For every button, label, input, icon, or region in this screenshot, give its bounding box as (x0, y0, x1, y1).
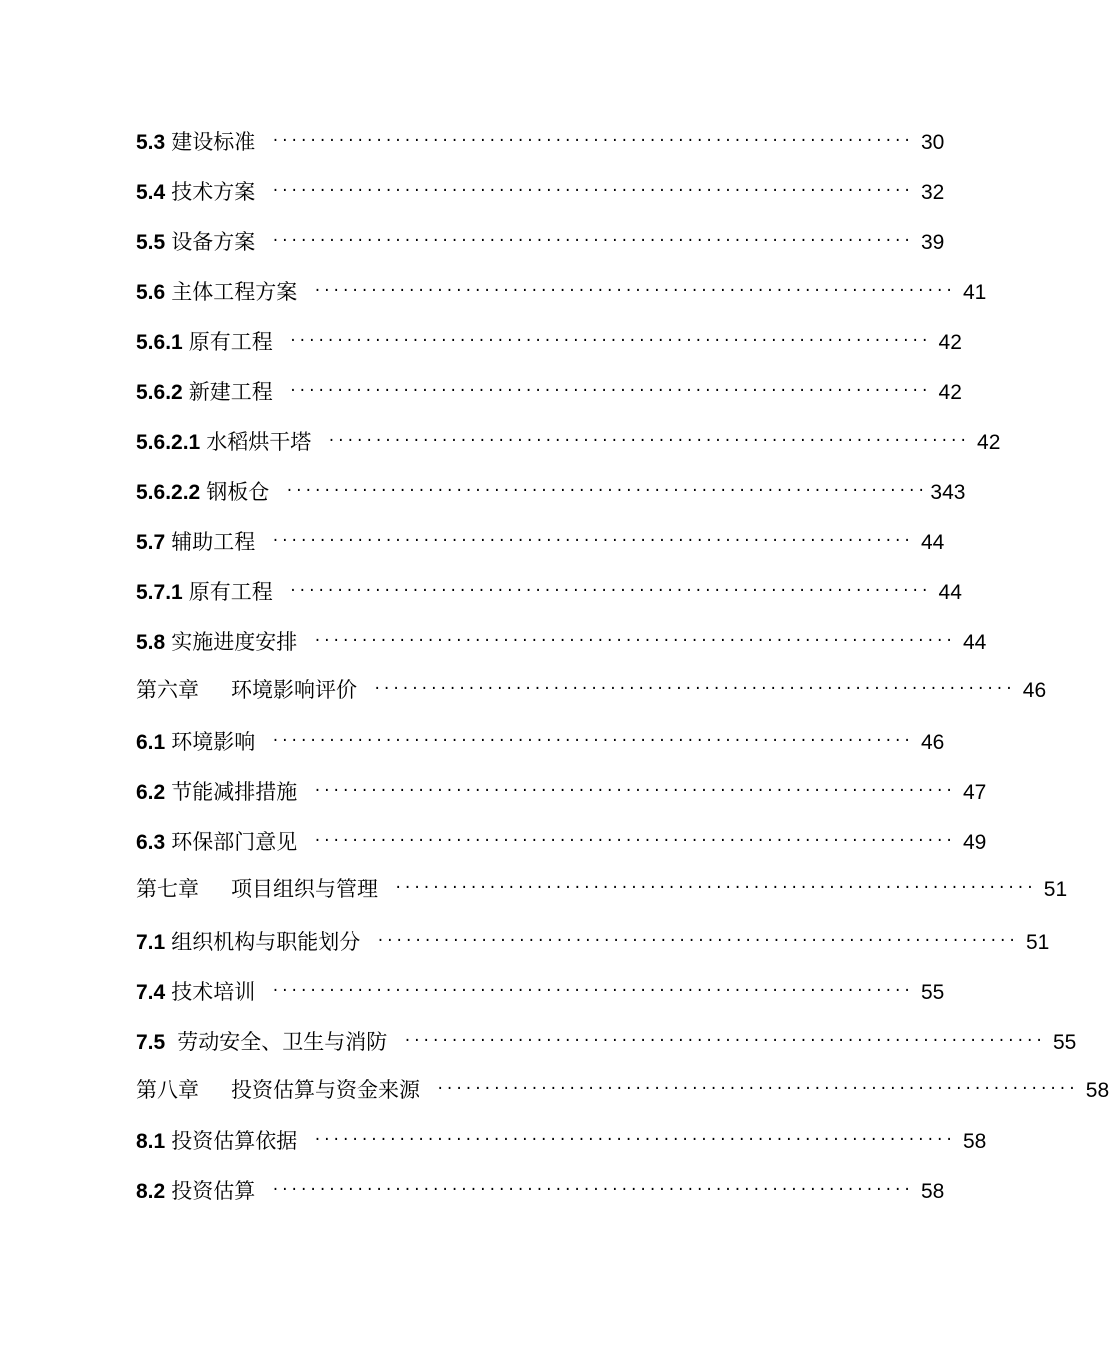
toc-entry-6-3[interactable] (136, 826, 987, 858)
toc-entry-5-7-1[interactable] (136, 576, 962, 608)
toc-entry-page: 51 (1026, 931, 1050, 954)
table-of-contents (136, 126, 1109, 1207)
toc-entry-number: 5.8 (136, 631, 166, 654)
toc-entry-page: 343 (930, 481, 966, 504)
toc-entry-number: 5.6 (136, 281, 166, 304)
dot-leader: ···································································· (271, 183, 913, 199)
toc-entry-page: 58 (963, 1130, 987, 1153)
toc-chapter-label: 第七章 (136, 877, 199, 901)
toc-entry-7-1[interactable] (136, 926, 1050, 958)
toc-entry-number: 6.1 (136, 731, 166, 754)
toc-entry-5-5[interactable] (136, 226, 945, 258)
toc-entry-5-6-1[interactable] (136, 326, 962, 358)
toc-entry-page: 58 (1085, 1079, 1109, 1102)
toc-entry-title: 原有工程 (188, 330, 273, 354)
toc-entry-page: 55 (921, 981, 945, 1004)
toc-entry-page: 49 (963, 831, 987, 854)
toc-entry-title: 钢板仓 (206, 480, 270, 504)
toc-entry-title: 原有工程 (188, 580, 273, 604)
toc-entry-page: 46 (1022, 679, 1047, 702)
toc-entry-5-6-2-2[interactable] (136, 476, 966, 508)
toc-chapter-label: 第八章 (136, 1078, 199, 1102)
toc-entry-6-1[interactable] (136, 726, 945, 758)
toc-entry-number: 5.6.1 (136, 331, 183, 354)
dot-leader: ···································································· (271, 133, 913, 149)
toc-entry-5-7[interactable] (136, 526, 945, 558)
toc-entry-page: 51 (1043, 878, 1068, 901)
toc-entry-number: 5.5 (136, 231, 166, 254)
dot-leader: ···································································· (288, 333, 930, 349)
toc-chapter-label: 第六章 (136, 678, 199, 702)
toc-entry-page: 42 (938, 381, 962, 404)
dot-leader: ···································································· (271, 1182, 913, 1198)
toc-entry-number: 5.4 (136, 181, 166, 204)
toc-entry-number: 5.7.1 (136, 581, 183, 604)
dot-leader: ···································································· (288, 583, 930, 599)
toc-entry-title: 投资估算 (171, 1179, 256, 1203)
toc-entry-title: 技术培训 (171, 980, 256, 1004)
toc-entry-page: 30 (921, 131, 945, 154)
toc-entry-page: 58 (921, 1180, 945, 1203)
toc-entry-5-8[interactable] (136, 626, 987, 658)
toc-entry-title: 建设标准 (171, 130, 256, 154)
toc-entry-page: 44 (963, 631, 987, 654)
toc-entry-number: 8.1 (136, 1130, 166, 1153)
toc-chapter-title: 环境影响评价 (231, 678, 357, 702)
toc-entry-title: 新建工程 (188, 380, 273, 404)
toc-entry-number: 5.6.2 (136, 381, 183, 404)
toc-chapter-title: 项目组织与管理 (231, 877, 378, 901)
toc-entry-title: 劳动安全、卫生与消防 (177, 1030, 388, 1054)
toc-entry-number: 6.3 (136, 831, 166, 854)
toc-entry-page: 46 (921, 731, 945, 754)
toc-entry-title: 实施进度安排 (171, 630, 298, 654)
dot-leader: ···································································· (288, 383, 930, 399)
toc-entry-7-5[interactable] (136, 1026, 1077, 1058)
toc-entry-title: 环保部门意见 (171, 830, 298, 854)
dot-leader: ···································································· (436, 1081, 1078, 1097)
dot-leader: ···································································· (285, 483, 927, 499)
dot-leader: ···································································· (313, 1132, 955, 1148)
toc-entry-page: 44 (921, 531, 945, 554)
toc-chapter-7[interactable] (136, 873, 1068, 905)
toc-entry-page: 47 (963, 781, 987, 804)
dot-leader: ···································································· (271, 233, 913, 249)
toc-entry-number: 8.2 (136, 1180, 166, 1203)
toc-entry-title: 辅助工程 (171, 530, 256, 554)
toc-chapter-title: 投资估算与资金来源 (231, 1078, 420, 1102)
dot-leader: ···································································· (271, 983, 913, 999)
dot-leader: ···································································· (313, 633, 955, 649)
toc-entry-number: 5.6.2.1 (136, 431, 201, 454)
dot-leader: ···································································· (271, 533, 913, 549)
toc-entry-title: 投资估算依据 (171, 1129, 298, 1153)
dot-leader: ···································································· (327, 433, 969, 449)
dot-leader: ···································································· (313, 283, 955, 299)
dot-leader: ···································································· (376, 933, 1018, 949)
toc-entry-number: 5.3 (136, 131, 166, 154)
toc-entry-5-4[interactable] (136, 176, 945, 208)
toc-chapter-6[interactable] (136, 674, 1047, 706)
toc-entry-number: 5.6.2.2 (136, 481, 201, 504)
toc-entry-title: 组织机构与职能划分 (171, 930, 361, 954)
dot-leader: ···································································· (313, 833, 955, 849)
toc-entry-5-6-2[interactable] (136, 376, 962, 408)
toc-entry-page: 42 (938, 331, 962, 354)
toc-entry-title: 环境影响 (171, 730, 256, 754)
toc-entry-number: 6.2 (136, 781, 166, 804)
dot-leader: ···································································· (373, 681, 1015, 697)
toc-entry-number: 7.5 (136, 1031, 166, 1054)
toc-entry-6-2[interactable] (136, 776, 987, 808)
toc-entry-number: 5.7 (136, 531, 166, 554)
toc-entry-number: 7.1 (136, 931, 166, 954)
toc-entry-title: 技术方案 (171, 180, 256, 204)
toc-entry-page: 32 (921, 181, 945, 204)
toc-entry-5-3[interactable] (136, 126, 945, 158)
dot-leader: ···································································· (271, 733, 913, 749)
toc-entry-title: 节能减排措施 (171, 780, 298, 804)
toc-entry-page: 55 (1053, 1031, 1077, 1054)
toc-entry-8-1[interactable] (136, 1125, 987, 1157)
toc-entry-7-4[interactable] (136, 976, 945, 1008)
dot-leader: ···································································· (394, 880, 1036, 896)
toc-entry-5-6-2-1[interactable] (136, 426, 1001, 458)
toc-entry-number: 7.4 (136, 981, 166, 1004)
toc-entry-page: 44 (938, 581, 962, 604)
toc-entry-title: 设备方案 (171, 230, 256, 254)
dot-leader: ···································································· (403, 1033, 1045, 1049)
toc-entry-5-6[interactable] (136, 276, 987, 308)
toc-entry-page: 42 (977, 431, 1001, 454)
toc-entry-page: 41 (963, 281, 987, 304)
toc-chapter-8[interactable] (136, 1074, 1109, 1106)
toc-entry-title: 主体工程方案 (171, 280, 298, 304)
toc-entry-title: 水稻烘干塔 (206, 430, 312, 454)
toc-entry-page: 39 (921, 231, 945, 254)
dot-leader: ···································································· (313, 783, 955, 799)
toc-entry-8-2[interactable] (136, 1175, 945, 1207)
